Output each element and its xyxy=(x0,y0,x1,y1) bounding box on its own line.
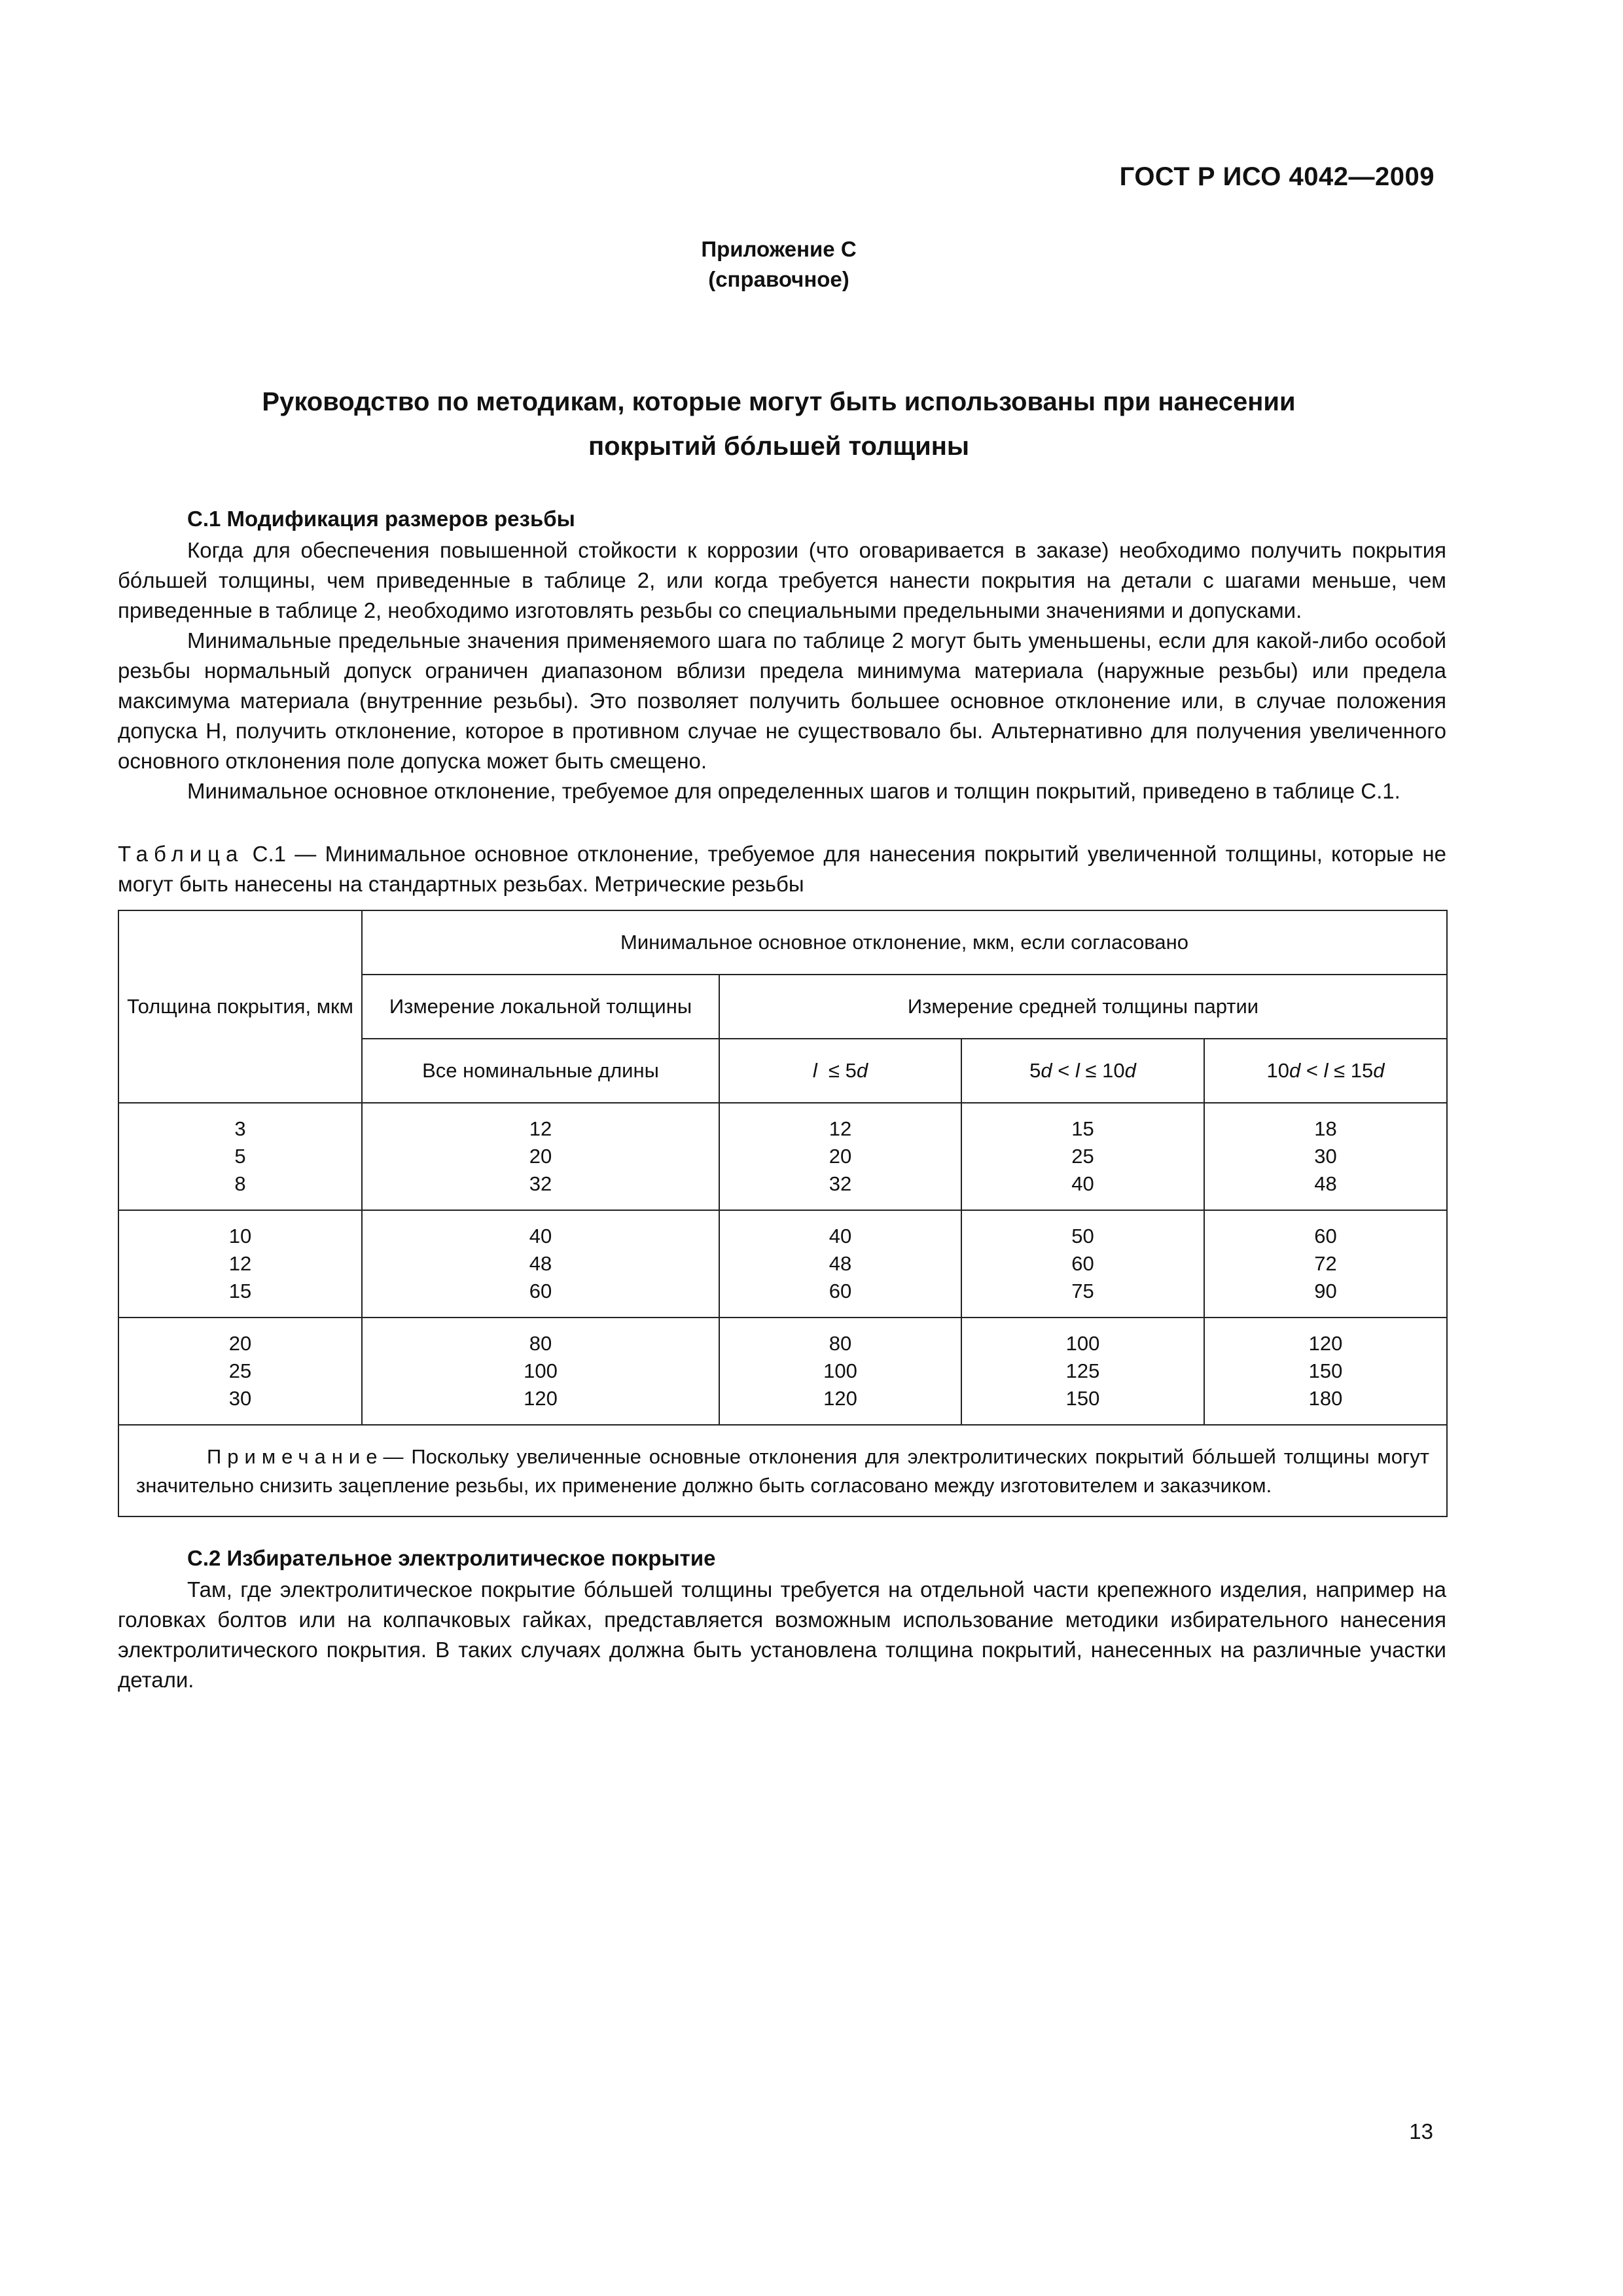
header-local-measurement: Измерение локальной толщины xyxy=(362,975,719,1039)
table-caption-text: С.1 — Минимальное основное отклонение, требуемое для нанесения покрытий увеличенной толщины, которые не могут быть нанесены на стандартных резьбах. Метрические резьбы xyxy=(118,842,1446,896)
section2-heading: С.2 Избирательное электролитическое покрытие xyxy=(187,1546,716,1570)
header-length-range-2: 5d < l ≤ 10d xyxy=(961,1039,1204,1103)
header-thickness: Толщина покрытия, мкм xyxy=(118,910,362,1103)
header-length-range-3: 10d < l ≤ 15d xyxy=(1204,1039,1447,1103)
table-note-row xyxy=(118,1425,1447,1516)
cell-l2: 50 60 75 xyxy=(961,1210,1204,1318)
annex-title: Приложение С xyxy=(701,237,857,261)
main-title-line2: покрытий бóльшей толщины xyxy=(588,432,970,461)
cell-thickness: 20 25 30 xyxy=(118,1318,362,1425)
cell-l2: 15 25 40 xyxy=(961,1103,1204,1210)
cell-local: 80 100 120 xyxy=(362,1318,719,1425)
table-row xyxy=(118,1318,1447,1425)
annex-kind: (справочное) xyxy=(708,267,849,291)
header-all-lengths: Все номинальные длины xyxy=(362,1039,719,1103)
section1-heading: С.1 Модификация размеров резьбы xyxy=(187,507,575,531)
header-length-range-1: l ≤ 5d xyxy=(719,1039,961,1103)
page-content xyxy=(118,504,1446,1695)
section2-paragraph-1: Там, где электролитическое покрытие бóльшей толщины требуется на отдельной части крепежного изделия, например на головках болтов или на колпачковых гайках, представляется возможным использование методики избирательного нанесения электролитического покрытия. В таких случаях должна быть установлена толщина покрытий, нанесенных на различные участки детали. xyxy=(118,1577,1446,1692)
cell-l1: 40 48 60 xyxy=(719,1210,961,1318)
header-batch-measurement: Измерение средней толщины партии xyxy=(719,975,1447,1039)
table-caption xyxy=(118,839,1446,899)
cell-thickness: 3 5 8 xyxy=(118,1103,362,1210)
document-code: ГОСТ Р ИСО 4042—2009 xyxy=(1119,162,1435,191)
cell-local: 40 48 60 xyxy=(362,1210,719,1318)
table-caption-label: Таблица xyxy=(118,842,244,866)
cell-thickness: 10 12 15 xyxy=(118,1210,362,1318)
cell-l1: 80 100 120 xyxy=(719,1318,961,1425)
section1-paragraph-3: Минимальное основное отклонение, требуемое для определенных шагов и толщин покрытий, приведено в таблице С.1. xyxy=(187,779,1400,803)
page-number: 13 xyxy=(1409,2119,1433,2144)
main-title-line1: Руководство по методикам, которые могут быть использованы при нанесении xyxy=(262,387,1296,416)
header-min-deviation: Минимальное основное отклонение, мкм, если согласовано xyxy=(362,910,1447,975)
annex-heading xyxy=(0,234,1558,295)
section1-paragraph-1: Когда для обеспечения повышенной стойкости к коррозии (что оговаривается в заказе) необходимо получить покрытия бóльшей толщины, чем приведенные в таблице 2, или когда требуется нанести покрытия на детали с шагами меньше, чем приведенные в таблице 2, необходимо изготовлять резьбы со специальными предельными значениями и допусками. xyxy=(118,538,1446,622)
cell-local: 12 20 32 xyxy=(362,1103,719,1210)
table-note xyxy=(118,1425,1447,1516)
note-label: Примечание xyxy=(207,1445,383,1468)
section1-paragraph-2: Минимальные предельные значения применяемого шага по таблице 2 могут быть уменьшены, если для какой-либо особой резьбы нормальный допуск ограничен диапазоном вблизи предела минимума материала (наружные резьбы) или предела максимума материала (внутренние резьбы). Это позволяет получить большее основное отклонение или, в случае положения допуска Н, получить отклонение, которое в противном случае не существовало бы. Альтернативно для получения увеличенного основного отклонения поле допуска может быть смещено. xyxy=(118,628,1446,773)
cell-l3: 120 150 180 xyxy=(1204,1318,1447,1425)
cell-l3: 60 72 90 xyxy=(1204,1210,1447,1318)
main-title xyxy=(164,380,1394,469)
note-text: — Поскольку увеличенные основные отклонения для электролитических покрытий бóльшей толщины могут значительно снизить зацепление резьбы, их применение должно быть согласовано между изготовителем и заказчиком. xyxy=(136,1445,1429,1497)
cell-l2: 100 125 150 xyxy=(961,1318,1204,1425)
table-row xyxy=(118,1103,1447,1210)
cell-l3: 18 30 48 xyxy=(1204,1103,1447,1210)
deviation-table xyxy=(118,910,1448,1517)
cell-l1: 12 20 32 xyxy=(719,1103,961,1210)
table-row xyxy=(118,1210,1447,1318)
